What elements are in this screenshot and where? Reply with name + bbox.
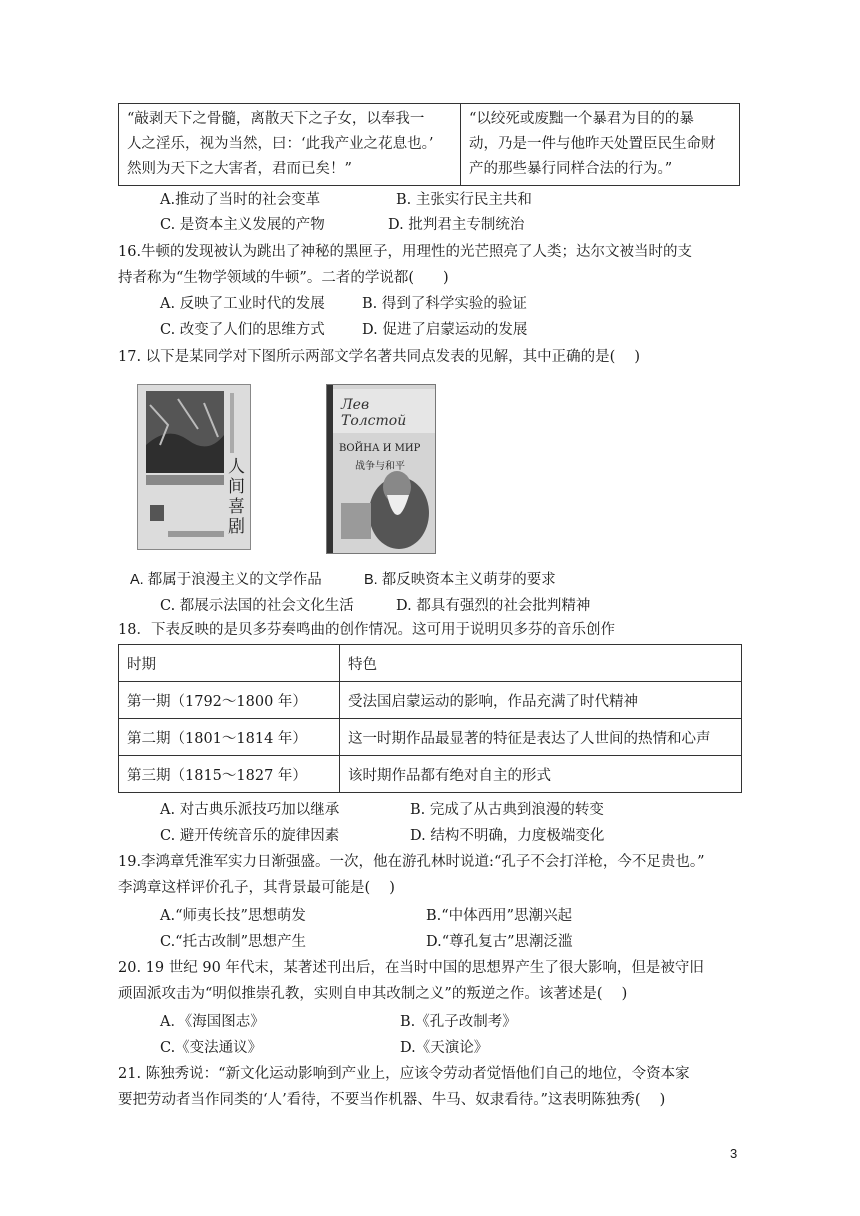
table-cell: 第三期（1815～1827 年） — [119, 756, 340, 793]
q18-option-a: A. 对古典乐派技巧加以继承 — [160, 802, 340, 818]
quote-right-line: “以绞死或废黜一个暴君为目的的暴 — [469, 111, 694, 127]
q20-option-d: D.《天演论》 — [400, 1040, 489, 1056]
quote-left-line: 然则为天下之大害者，君而已矣！” — [127, 161, 352, 177]
book2-title-cn: 战争与和平 — [355, 461, 405, 472]
table-header-period: 时期 — [119, 645, 340, 682]
q15-option-a: A.推动了当时的社会变革 — [160, 192, 321, 208]
table-row — [119, 645, 742, 682]
q20-option-c: C.《变法通议》 — [160, 1040, 263, 1056]
q21-stem-line2: 要把劳动者当作同类的‘人’看待，不要当作机器、牛马、奴隶看待。”这表明陈独秀( ) — [118, 1092, 666, 1108]
quote-right-line: 动，乃是一件与他昨天处置臣民生命财 — [469, 136, 716, 152]
q19-option-d: D.“尊孔复古”思潮泛滥 — [426, 934, 573, 950]
q18-stem: 18．下表反映的是贝多芬奏鸣曲的创作情况。这可用于说明贝多芬的音乐创作 — [118, 622, 615, 638]
q19-stem-line1: 19.李鸿章凭淮军实力日渐强盛。一次，他在游孔林时说道:“孔子不会打洋枪，今不足贵也。” — [118, 854, 705, 870]
q15-option-b: B. 主张实行民主共和 — [396, 192, 532, 208]
q20-option-a: A．《海国图志》 — [160, 1014, 265, 1030]
table-cell: 这一时期作品最显著的特征是表达了人世间的热情和心声 — [340, 719, 742, 756]
q21-stem-line1: 21. 陈独秀说：“新文化运动影响到产业上，应该令劳动者觉悟他们自己的地位，令资本家 — [118, 1066, 690, 1082]
quote-cell-left — [119, 104, 461, 186]
q19-option-a: A.“师夷长技”思想萌发 — [160, 908, 306, 924]
page-number: 3 — [730, 1146, 738, 1161]
q19-option-b: B.“中体西用”思潮兴起 — [426, 908, 573, 924]
quote-left-line: 人之淫乐，视为当然，曰：‘此我产业之花息也。’ — [127, 136, 434, 152]
beethoven-table — [118, 644, 742, 793]
book-cover-war-and-peace — [326, 384, 436, 554]
q18-option-c: C. 避开传统音乐的旋律因素 — [160, 828, 340, 844]
q16-option-c: C. 改变了人们的思维方式 — [160, 322, 325, 338]
table-cell: 第二期（1801～1814 年） — [119, 719, 340, 756]
quote-right-line: 产的那些暴行同样合法的行为。” — [469, 161, 673, 177]
quote-table — [118, 103, 740, 186]
q20-stem-line1: 20. 19 世纪 90 年代末，某著述刊出后，在当时中国的思想界产生了很大影响，但是被守旧 — [118, 960, 704, 976]
q15-option-d: D. 批判君主专制统治 — [388, 217, 525, 233]
q19-stem-line2: 李鸿章这样评价孔子，其背景最可能是( ) — [118, 880, 395, 896]
q16-option-a: A. 反映了工业时代的发展 — [160, 296, 325, 312]
q16-stem-line1: 16.牛顿的发现被认为跳出了神秘的黑匣子，用理性的光芒照亮了人类；达尔文被当时的支 — [118, 244, 693, 260]
q20-option-b: B.《孔子改制考》 — [400, 1014, 517, 1030]
q16-stem-line2: 持者称为“生物学领域的牛顿”。二者的学说都( ) — [118, 270, 449, 286]
book1-title: 人间喜剧 — [228, 457, 245, 537]
q17-option-d: D. 都具有强烈的社会批判精神 — [396, 598, 591, 614]
q17-option-b: B. 都反映资本主义萌芽的要求 — [364, 572, 556, 588]
quote-cell-right — [461, 104, 740, 186]
q16-option-d: D. 促进了启蒙运动的发展 — [362, 322, 528, 338]
book-cover-comedie-humaine — [137, 384, 251, 550]
table-cell: 该时期作品都有绝对自主的形式 — [340, 756, 742, 793]
q15-option-c: C. 是资本主义发展的产物 — [160, 217, 325, 233]
q17-option-c: C. 都展示法国的社会文化生活 — [160, 598, 354, 614]
table-header-feature: 特色 — [340, 645, 742, 682]
table-row — [119, 682, 742, 719]
quote-left-line: “敲剥天下之骨髓，离散天下之子女，以奉我一 — [127, 111, 425, 127]
q16-option-b: B. 得到了科学实验的验证 — [362, 296, 527, 312]
table-cell: 受法国启蒙运动的影响，作品充满了时代精神 — [340, 682, 742, 719]
table-cell: 第一期（1792～1800 年） — [119, 682, 340, 719]
q20-stem-line2: 顽固派攻击为“明似推崇孔教，实则自申其改制之义”的叛逆之作。该著述是( ) — [118, 986, 628, 1002]
q19-option-c: C.“托古改制”思想产生 — [160, 934, 307, 950]
book2-author: Лев Толстой — [341, 397, 407, 429]
q18-option-d: D. 结构不明确，力度极端变化 — [410, 828, 605, 844]
table-row — [119, 756, 742, 793]
q18-option-b: B. 完成了从古典到浪漫的转变 — [410, 802, 604, 818]
q17-stem: 17. 以下是某同学对下图所示两部文学名著共同点发表的见解，其中正确的是( ) — [118, 349, 641, 365]
q17-option-a: A. 都属于浪漫主义的文学作品 — [130, 572, 322, 588]
book2-title-ru: ВОЙНА И МИР — [339, 443, 421, 454]
table-row — [119, 719, 742, 756]
